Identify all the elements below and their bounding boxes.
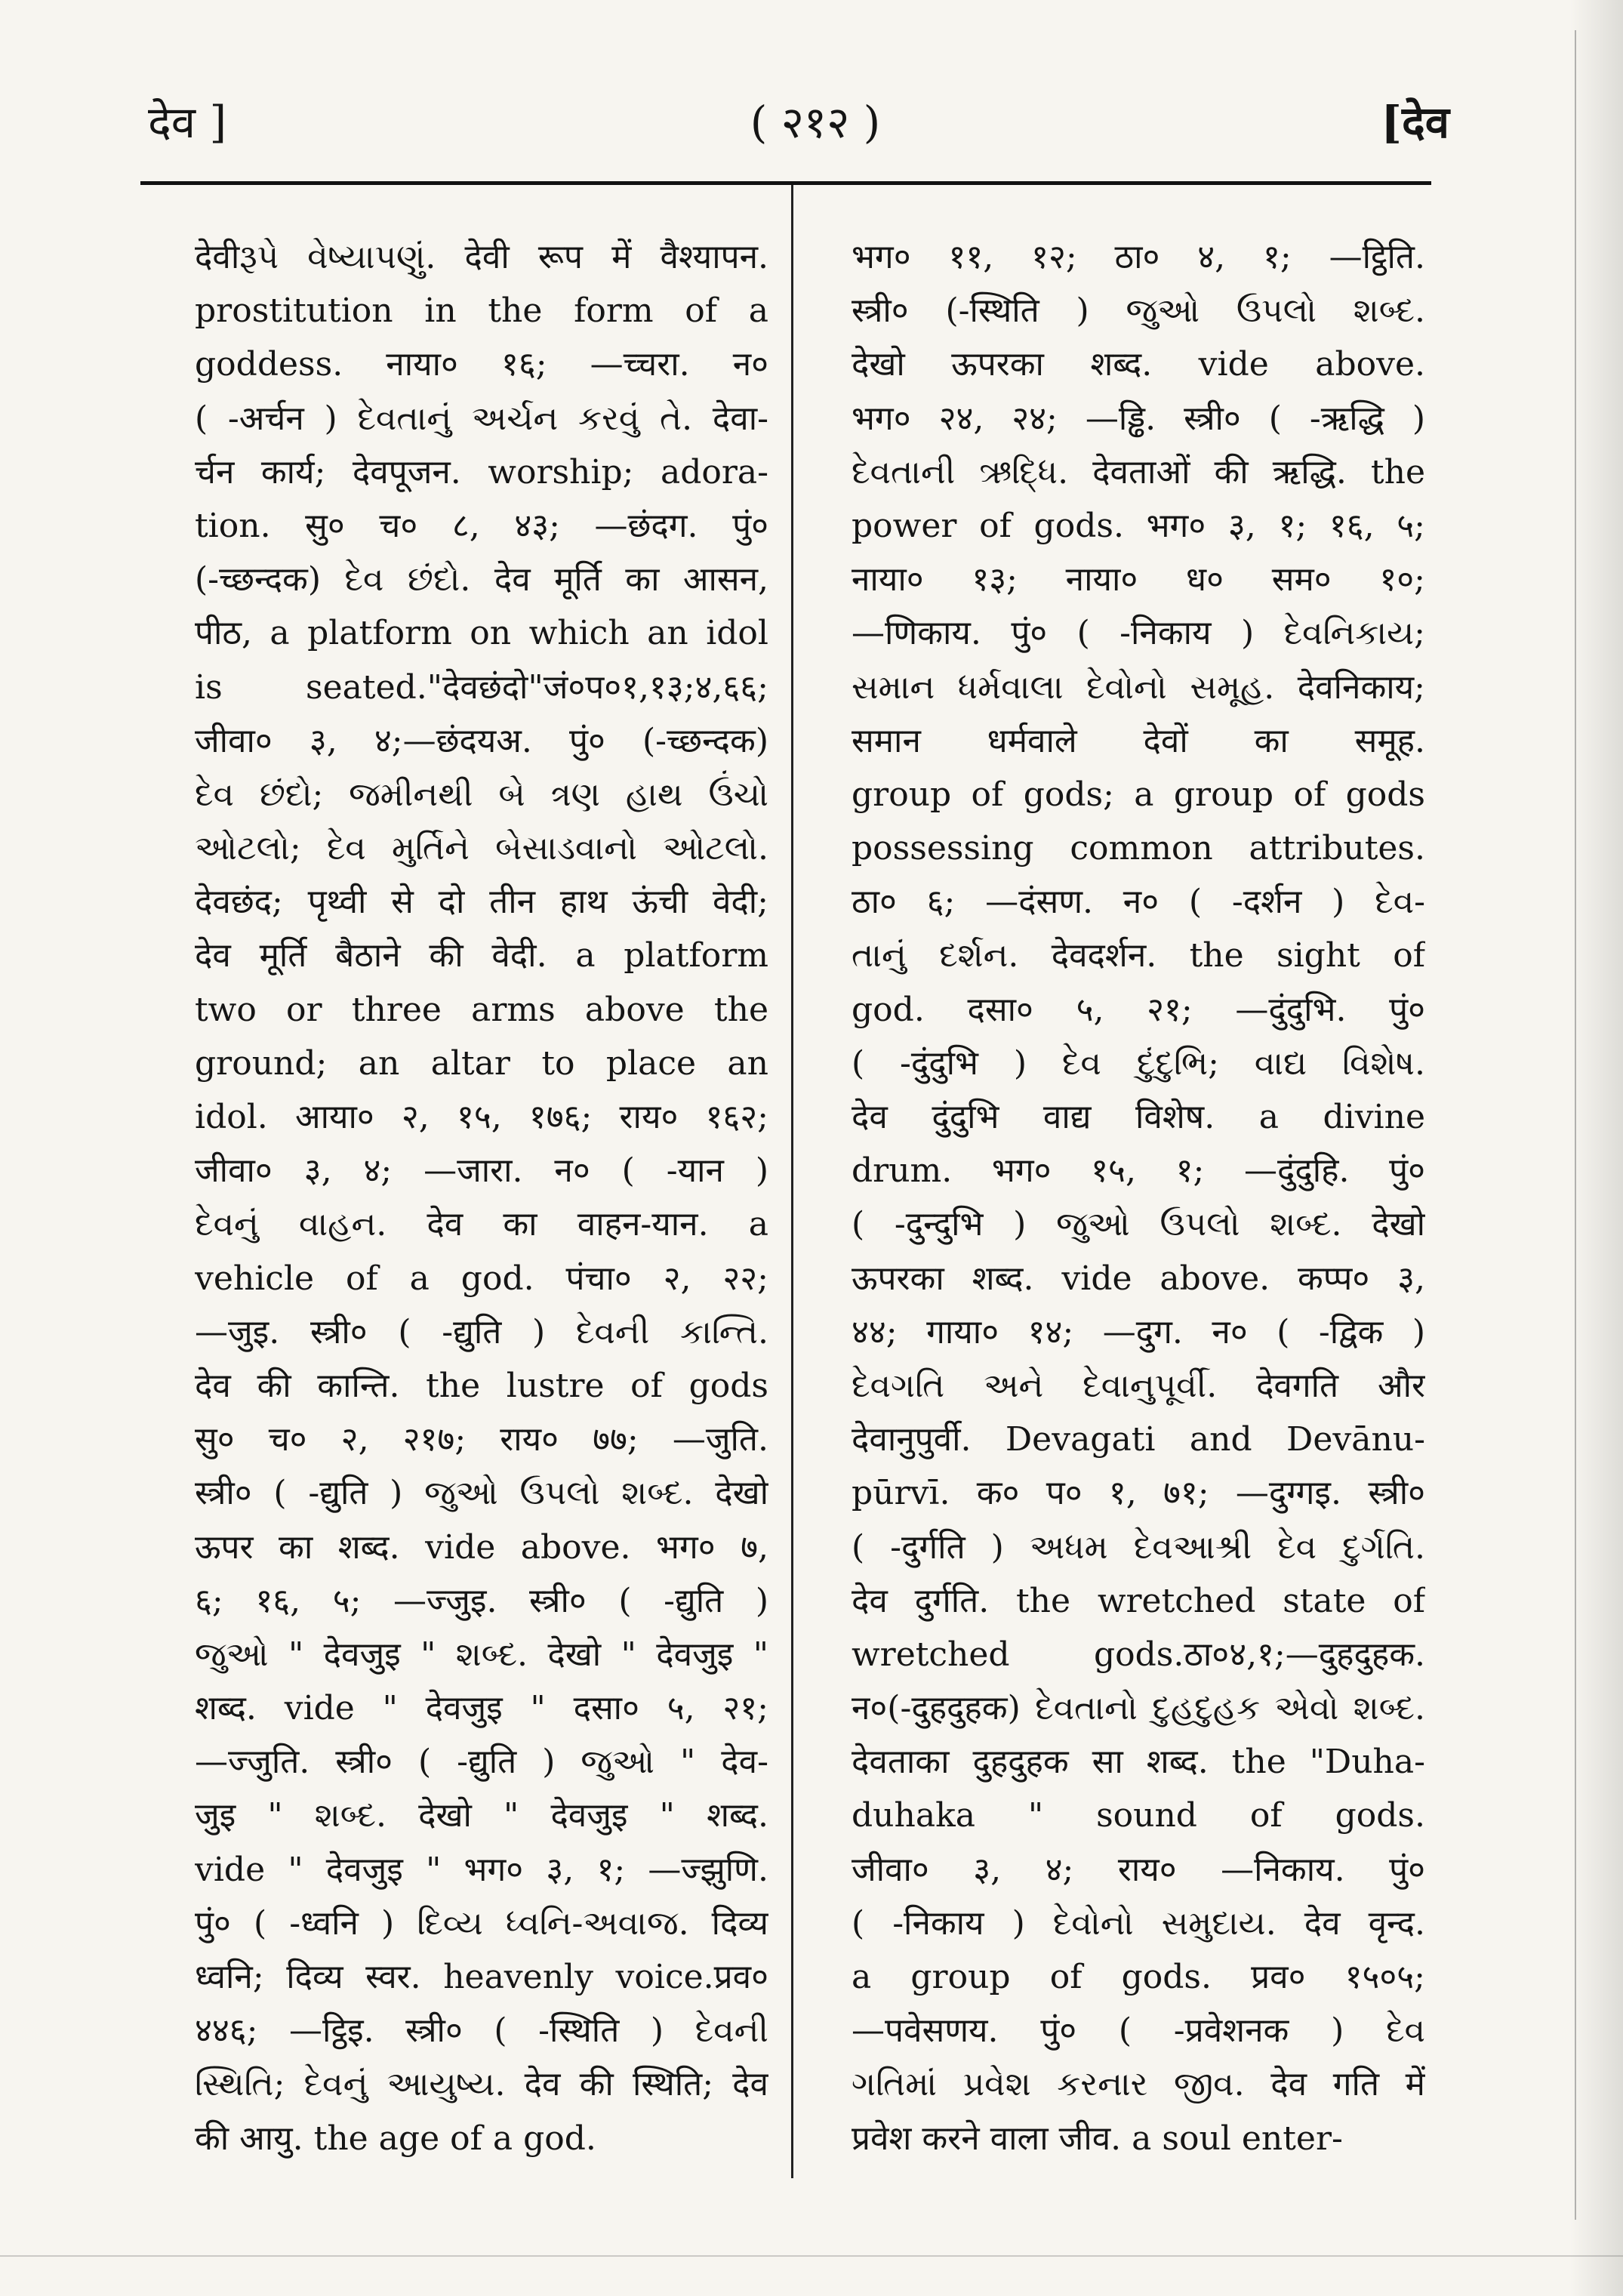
text-line: vehicle of a god. पंचा० २, २२; bbox=[195, 1259, 768, 1298]
text-line: ( -दुर्गति ) અધમ દેવઆશ્રી દેવ દુર્ગતિ. bbox=[852, 1527, 1425, 1567]
text-line: र्चन कार्य; देवपूजन. worship; adora- bbox=[195, 452, 768, 492]
left-column bbox=[195, 230, 768, 2165]
text-line: is seated."देवछंदो"जं०प०१,१३;४,६६; bbox=[195, 667, 768, 707]
text-line: ४४; गाया० १४; —दुग. न० ( -द्विक ) bbox=[852, 1312, 1425, 1351]
text-line: idol. आया० २, १५, १७६; राय० १६२; bbox=[195, 1098, 768, 1136]
text-line: —जुइ. स्त्री० ( -द्युति ) દેવની કાન્તિ. bbox=[195, 1312, 768, 1351]
text-line: देव की कान्ति. the lustre of gods bbox=[195, 1366, 768, 1405]
text-line: vide " देवजुइ " भग० ३, १; —ज्झुणि. bbox=[195, 1850, 768, 1889]
text-line: समान धर्मवाले देवों का समूह. bbox=[852, 721, 1425, 760]
column-divider bbox=[791, 185, 793, 2178]
text-line: की आयु. the age of a god. bbox=[195, 2119, 596, 2158]
text-line: पुं० ( -ध्वनि ) દિવ્ય ધ્વનિ-અવાજ. दिव्य bbox=[195, 1903, 768, 1943]
text-line: —पवेसणय. पुं० ( -प्रवेशनक ) દેવ bbox=[852, 2011, 1425, 2051]
text-line: ४४६; —ट्ठिइ. स्त्री० ( -स्थिति ) દેવની bbox=[195, 2011, 768, 2051]
text-line: सु० च० २, २१७; राय० ७७; —जुति. bbox=[195, 1420, 768, 1459]
text-line: जीवा० ३, ४; —जारा. न० ( -यान ) bbox=[195, 1151, 768, 1191]
text-line: भग० २४, २४; —ड्ढि. स्त्री० ( -ऋद्धि ) bbox=[852, 399, 1425, 438]
text-line: प्रवेश करने वाला जीव. a soul enter- bbox=[852, 2119, 1343, 2158]
text-line: ground; an altar to place an bbox=[195, 1043, 768, 1083]
text-line: સમાન ધર્મવાલા દેવોનો સમૂહ. देवनिकाय; bbox=[852, 667, 1425, 707]
text-line: ( -दुंदुभि ) દેવ દુંદુભિ; વાદ્ય વિશેષ. bbox=[852, 1043, 1425, 1083]
text-line: ६; १६, ५; —ज्जुइ. स्त्री० ( -द्युति ) bbox=[195, 1581, 768, 1620]
text-line: possessing common attributes. bbox=[852, 829, 1425, 868]
page-edge-line bbox=[1575, 30, 1576, 2220]
text-line: पीठ, a platform on which an idol bbox=[195, 614, 768, 653]
running-head-left: देव ] bbox=[148, 97, 227, 148]
text-line: જુઓ " देवजुइ " શબ્દ. देखो " देवजुइ " bbox=[195, 1635, 768, 1674]
text-line: tion. सु० च० ८, ४३; —छंदग. पुं० bbox=[195, 506, 768, 545]
text-line: god. दसा० ५, २१; —दुंदुभि. पुं० bbox=[852, 990, 1425, 1029]
text-line: देवानुपुर्वी. Devagati and Devānu- bbox=[852, 1420, 1425, 1459]
text-line: prostitution in the form of a bbox=[195, 291, 768, 331]
text-line: દેવ છંદો; જમીનથી બે ત્રણ હાથ ઉંચો bbox=[195, 775, 768, 814]
text-line: a group of gods. प्रव० १५०५; bbox=[852, 1958, 1425, 1996]
text-line: ध्वनि; दिव्य स्वर. heavenly voice.प्रव० bbox=[195, 1958, 768, 1996]
text-line: ( -निकाय ) દેવોનો સમુદાય. देव वृन्द. bbox=[852, 1903, 1425, 1943]
text-line: pūrvī. क० प० १, ७१; —दुग्गइ. स्त्री० bbox=[852, 1474, 1425, 1513]
text-line: ગતિમાં પ્રવેશ કરનાર જીવ. देव गति में bbox=[852, 2065, 1425, 2104]
right-column bbox=[852, 230, 1425, 2165]
text-line: न०(-दुहदुहक) દેવતાનો દુહદુહક એવો શબ્દ. bbox=[852, 1689, 1425, 1728]
text-line: स्त्री० (-स्थिति ) જુઓ ઉપલો શબ્દ. bbox=[852, 291, 1425, 331]
text-line: स्त्री० ( -द्युति ) જુઓ ઉપલો શબ્દ. देखो bbox=[195, 1474, 768, 1513]
text-line: સ્થિતિ; દેવનું આયુષ્ય. देव की स्थिति; देव bbox=[195, 2065, 768, 2104]
page-bottom-edge bbox=[0, 2255, 1623, 2257]
text-line: देव दुर्गति. the wretched state of bbox=[852, 1581, 1425, 1620]
text-line: जीवा० ३, ४;—छंदयअ. पुं० (-च्छन्दक) bbox=[195, 721, 768, 760]
text-line: દેવતાની ઋદ્ધિ. देवताओं की ऋद्धि. the bbox=[852, 452, 1425, 492]
page-edge-shadow bbox=[1570, 0, 1623, 2296]
text-line: शब्द. vide " देवजुइ " दसा० ५, २१; bbox=[195, 1689, 768, 1728]
text-line: (-च्छन्दक) દેવ છંદો. देव मूर्ति का आसन, bbox=[195, 560, 768, 599]
text-line: —ज्जुति. स्त्री० ( -द्युति ) જુઓ " देव- bbox=[195, 1743, 768, 1782]
page-number: ( २१२ ) bbox=[750, 97, 881, 148]
text-line: duhaka " sound of gods. bbox=[852, 1796, 1425, 1835]
text-line: દેવગતિ અને દેવાનુપૂર્વી. देवगति और bbox=[852, 1366, 1425, 1405]
text-line: देव मूर्ति बैठाने की वेदी. a platform bbox=[195, 936, 768, 975]
text-line: power of gods. भग० ३, १; १६, ५; bbox=[852, 506, 1425, 545]
text-line: wretched gods.ठा०४,१;—दुहदुहक. bbox=[852, 1635, 1425, 1674]
text-line: ऊपर का शब्द. vide above. भग० ७, bbox=[195, 1527, 768, 1567]
text-line: देखो ऊपरका शब्द. vide above. bbox=[852, 345, 1425, 384]
text-line: जुइ " શબ્દ. देखो " देवजुइ " शब्द. bbox=[195, 1796, 768, 1835]
text-line: जीवा० ३, ४; राय० —निकाय. पुं० bbox=[852, 1850, 1425, 1889]
text-line: देवछंद; पृथ्वी से दो तीन हाथ ऊंची वेदी; bbox=[195, 883, 768, 922]
text-line: two or three arms above the bbox=[195, 990, 768, 1029]
text-line: તાનું દર્શન. देवदर्शन. the sight of bbox=[852, 936, 1425, 975]
text-line: भग० ११, १२; ठा० ४, १; —ट्ठिति. bbox=[852, 238, 1425, 276]
running-head-right: [देव bbox=[1381, 97, 1449, 148]
text-line: नाया० १३; नाया० ध० सम० १०; bbox=[852, 560, 1425, 599]
text-line: देव दुंदुभि वाद्य विशेष. a divine bbox=[852, 1098, 1425, 1136]
text-line: देवताका दुहदुहक सा शब्द. the "Duha- bbox=[852, 1743, 1425, 1782]
text-line: देवीરૂપે વેષ્યાપણું. देवी रूप में वैश्यापन. bbox=[195, 238, 768, 276]
text-line: ( -अर्चन ) દેવતાનું અર્ચન કરવું તે. देवा- bbox=[195, 399, 768, 438]
text-line: drum. भग० १५, १; —दुंदुहि. पुं० bbox=[852, 1151, 1425, 1191]
text-line: ( -दुन्दुभि ) જુઓ ઉપલો શબ્દ. देखो bbox=[852, 1205, 1425, 1244]
text-line: દેવનું વાહન. देव का वाहन-यान. a bbox=[195, 1205, 768, 1244]
text-line: group of gods; a group of gods bbox=[852, 775, 1425, 814]
text-line: ઓટલો; દેવ મુર્તિને બેસાડવાનો ઓટલો. bbox=[195, 829, 768, 868]
text-line: —णिकाय. पुं० ( -निकाय ) દેવનિકાય; bbox=[852, 614, 1425, 653]
text-line: ठा० ६; —दंसण. न० ( -दर्शन ) દેવ- bbox=[852, 883, 1425, 922]
text-line: goddess. नाया० १६; —च्चरा. न० bbox=[195, 345, 768, 384]
header-rule bbox=[140, 181, 1431, 185]
text-line: ऊपरका शब्द. vide above. कप्प० ३, bbox=[852, 1259, 1425, 1298]
